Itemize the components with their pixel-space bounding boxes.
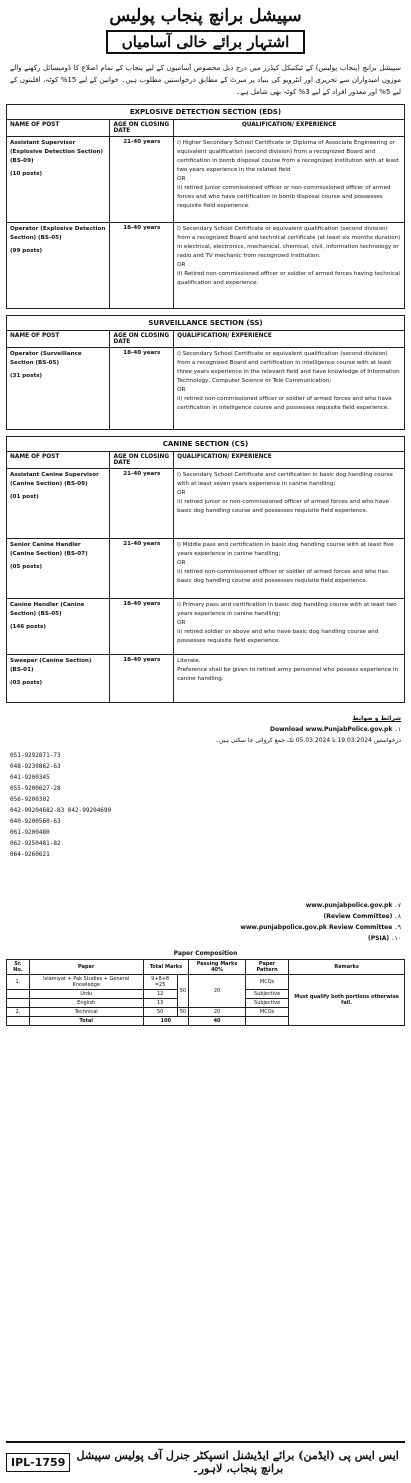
pc-cell: Total (29, 1017, 143, 1026)
header-post: NAME OF POST (7, 120, 110, 137)
contact-number: 056-9200302 (10, 796, 50, 803)
post-qualification-alt: Preference shall be given to retired army personnel who possess experience in canine handling. (177, 667, 399, 682)
pc-header: Total Marks (143, 960, 189, 975)
post-qualification: Literate. (177, 658, 201, 664)
contact-number: 040-9200560-63 (10, 818, 61, 825)
post-age: 21-40 years (110, 469, 174, 539)
contact-number: 041-9200345 (10, 774, 50, 781)
post-age: 18-40 years (110, 655, 174, 703)
header-age: AGE ON CLOSING DATE (110, 452, 174, 469)
contact-number: 051-9292871-73 (10, 752, 61, 759)
pc-header: Paper Pattern (245, 960, 288, 975)
pc-cell: English (29, 999, 143, 1008)
contact-number: 048-9230862-63 (10, 763, 61, 770)
pc-cell: 50 (143, 1008, 177, 1017)
post-name: Assistant Supervisor (Explosive Detection Section) (BS-09) (10, 140, 104, 164)
post-qualification: i) Secondary School Certificate or equivalent qualification (second division) from a recognized Board and technical certificate (at least six months duration) in electrical, electronics, mechanical, chemical, civil, information technology or radio and TV mechanic from recognized institution. (177, 226, 401, 259)
signatory: ایس ایس پی (ایڈمن) برائے ایڈیشنل انسپکٹر جنرل آف پولیس سپیشل برانچ پنجاب، لاہور۔ (76, 1449, 399, 1475)
post-qualification-alt: ii) retired non-commissioned officer or soldier of armed forces and who have certification in intelligence course and possesses requisite field experience. (177, 396, 392, 411)
header-age: AGE ON CLOSING DATE (110, 331, 174, 348)
post-qualification: i) Secondary School Certificate and certification in basic dog handling course with at least seven years experience in canine handling; (177, 472, 393, 487)
ad-footer (6, 1441, 405, 1475)
pc-cell: 12 (143, 990, 177, 999)
ad-title: اشتہار برائے خالی آسامیاں (106, 30, 305, 54)
header-qual: QUALIFICATION/ EXPERIENCE (174, 120, 405, 137)
table-header-row (7, 960, 405, 975)
header-post: NAME OF POST (7, 452, 110, 469)
pc-cell: Subjective (245, 999, 288, 1008)
post-qualification-alt: ii) Retired non-commissioned officer or soldier of armed forces having technical qualification and experience. (177, 271, 400, 286)
or-label: OR (177, 490, 186, 496)
pc-cell: 1. (7, 975, 30, 990)
post-qualification: i) Higher Secondary School Certificate or Diploma of Associate Engineering or equivalent qualification (second division) from a recognized Board and certification in bomb disposal course from a recognized institution with at least two years experience in the related field (177, 140, 400, 173)
post-name: Sweeper (Canine Section) (BS-01) (10, 658, 92, 673)
post-count: (99 posts) (10, 248, 43, 254)
table-row (7, 348, 405, 430)
header-age: AGE ON CLOSING DATE (110, 120, 174, 137)
table-row (7, 469, 405, 539)
post-name: Operator (Surveillance Section (BS-05) (10, 351, 82, 366)
terms-line: ۸۔ (Review Committee) (323, 913, 401, 920)
header-qual: QUALIFICATION/ EXPERIENCE (174, 452, 405, 469)
cs-section-title: CANINE SECTION (CS) (6, 436, 405, 451)
pc-cell: 50 (177, 975, 188, 1008)
or-label: OR (177, 176, 186, 182)
contact-number: 042-99204682-83 042-99204690 (10, 807, 112, 814)
terms-line: ۱۰۔ (PSIA) (368, 935, 401, 942)
post-count: (10 posts) (10, 171, 43, 177)
contact-list (10, 750, 341, 860)
paper-title: Paper Composition (173, 950, 238, 957)
pc-cell: Must qualify both portions otherwise fail. (289, 975, 405, 1026)
pc-header: Paper (29, 960, 143, 975)
pc-cell: 20 (189, 1008, 246, 1017)
post-name: Canine Handler (Canine Section) (BS-05) (10, 602, 85, 617)
pc-header: Passing Marks 40% (189, 960, 246, 975)
table-row (7, 599, 405, 655)
post-qualification: i) Primary pass and certification in basic dog handling course with at least two years experience in canine handling; (177, 602, 397, 617)
download-link[interactable]: Download www.PunjabPolice.gov.pk (269, 726, 393, 733)
table-row (7, 223, 405, 309)
or-label: OR (177, 262, 186, 268)
pc-cell: 20 (189, 975, 246, 1008)
terms-line: ۷۔ www.punjabpolice.gov.pk (305, 902, 401, 909)
post-count: (05 posts) (10, 564, 43, 570)
post-qualification: i) Secondary School Certificate or equivalent qualification (second division) from a recognized Board and certification in intelligence course with at least three years experience in the relevant field and have knowledge of Information Technology, Computer Science or Tele Communication; (177, 351, 400, 384)
post-qualification-alt: ii) retired soldier or above and who have basic dog handling course and possesses requisite field experience. (177, 629, 379, 644)
terms-date: درخواستیں 19.03.2024 تا 05.03.2024 تک جمع کروائی جا سکتی ہیں۔ (215, 737, 401, 744)
post-count: (01 post) (10, 494, 39, 500)
contact-number: 064-9260621 (10, 851, 50, 858)
pc-cell: MCQs (245, 1008, 288, 1017)
pc-cell: 50 (177, 1008, 188, 1017)
or-label: OR (177, 387, 186, 393)
paper-table (6, 959, 405, 1026)
pc-cell: 40 (189, 1017, 246, 1026)
ss-section-title: SURVEILLANCE SECTION (SS) (6, 315, 405, 330)
eds-table (6, 119, 405, 309)
pc-header: Sr. No. (7, 960, 30, 975)
pc-cell (7, 990, 30, 999)
post-age: 18-40 years (110, 348, 174, 430)
post-age: 18-40 years (110, 599, 174, 655)
pc-cell: 9+8+8 =25 (143, 975, 177, 990)
contact-number: 061-9200480 (10, 829, 50, 836)
pc-cell (7, 1017, 30, 1026)
or-label: OR (177, 560, 186, 566)
table-row (7, 975, 405, 990)
intro-paragraph: سپیشل برانچ (پنجاب پولیس) کے ٹیکنیکل کیڈرز میں درج ذیل مخصوص آسامیوں کے لیے پنجاب کے تمام اضلاع کا ڈومیسائل رکھنے والے موزوں امیدواران سے تحریری اور انٹرویو کی بنیاد پر میرٹ کے مطابق درخواستیں مطلوب ہیں۔ خواتین کے لیے 15% کوٹہ، اقلیتوں کے لیے 5% اور معذور افراد کے لیے 3% کوٹہ بھی شامل ہے۔ (10, 64, 401, 96)
pc-header: Remarks (289, 960, 405, 975)
review-committee-2: www.punjabpolice.gov.pk Review Committee (240, 924, 393, 931)
terms-line: ۱۔ Download www.PunjabPolice.gov.pk (269, 726, 401, 733)
contact-number: 055-9200627-28 (10, 785, 61, 792)
post-count: (03 posts) (10, 680, 43, 686)
terms-heading: شرائط و ضوابط (352, 715, 401, 722)
post-count: (146 posts) (10, 624, 46, 630)
post-qualification-alt: ii) retired non-commissioned officer or soldier of armed forces and who has basic dog handling course and possesses requisite field experience. (177, 569, 388, 584)
post-age: 18-40 years (110, 223, 174, 309)
table-header-row (7, 120, 405, 137)
contact-number: 062-9250481-82 (10, 840, 61, 847)
pc-cell: Islamiyat + Pak Studies + General Knowledge (29, 975, 143, 990)
pc-cell (245, 1017, 288, 1026)
eds-section-title: EXPLOSIVE DETECTION SECTION (EDS) (6, 104, 405, 119)
table-header-row (7, 331, 405, 348)
post-name: Senior Canine Handler (Canine Section) (BS-07) (10, 542, 88, 557)
psia-label: (PSIA) (368, 935, 390, 942)
pc-cell: MCQs (245, 975, 288, 990)
table-row (7, 137, 405, 223)
pc-cell: Urdu (29, 990, 143, 999)
post-age: 21-40 years (110, 539, 174, 599)
org-title: سپیشل برانچ پنجاب پولیس (109, 6, 302, 26)
ipl-number: IPL-1759 (6, 1453, 70, 1472)
table-row (7, 655, 405, 703)
cs-table (6, 451, 405, 703)
ad-header (6, 6, 405, 54)
review-committee: (Review Committee) (323, 913, 393, 920)
pc-cell: 100 (143, 1017, 189, 1026)
post-count: (31 posts) (10, 373, 43, 379)
post-qualification-alt: ii) retired junior or non-commissioned officer of armed forces and who have basic dog handling course and possesses requisite field experience. (177, 499, 389, 514)
table-header-row (7, 452, 405, 469)
or-label: OR (177, 620, 186, 626)
post-qualification: i) Middle pass and certification in basic dog handling course with at least five years experience in canine handling; (177, 542, 394, 557)
post-age: 21-40 years (110, 137, 174, 223)
header-post: NAME OF POST (7, 331, 110, 348)
pc-cell: 2. (7, 1008, 30, 1017)
terms-section (10, 713, 401, 944)
header-qual: QUALIFICATION/ EXPERIENCE (174, 331, 405, 348)
pc-cell: 13 (143, 999, 177, 1008)
post-name: Operator (Explosive Detection Section) (BS-05) (10, 226, 106, 241)
ss-table (6, 330, 405, 430)
pc-cell (7, 999, 30, 1008)
website-link[interactable]: www.punjabpolice.gov.pk (305, 902, 393, 909)
post-qualification-alt: ii) retired junior commissioned officer or non-commissioned officer of armed forces and who have certification in bomb disposal course and possesses requisite field experience. (177, 185, 391, 209)
table-row (7, 539, 405, 599)
pc-cell: Technical (29, 1008, 143, 1017)
pc-cell: Subjective (245, 990, 288, 999)
terms-line: ۹۔ www.punjabpolice.gov.pk Review Committee (240, 924, 401, 931)
post-name: Assistant Canine Supervisor (Canine Section) (BS-09) (10, 472, 99, 487)
